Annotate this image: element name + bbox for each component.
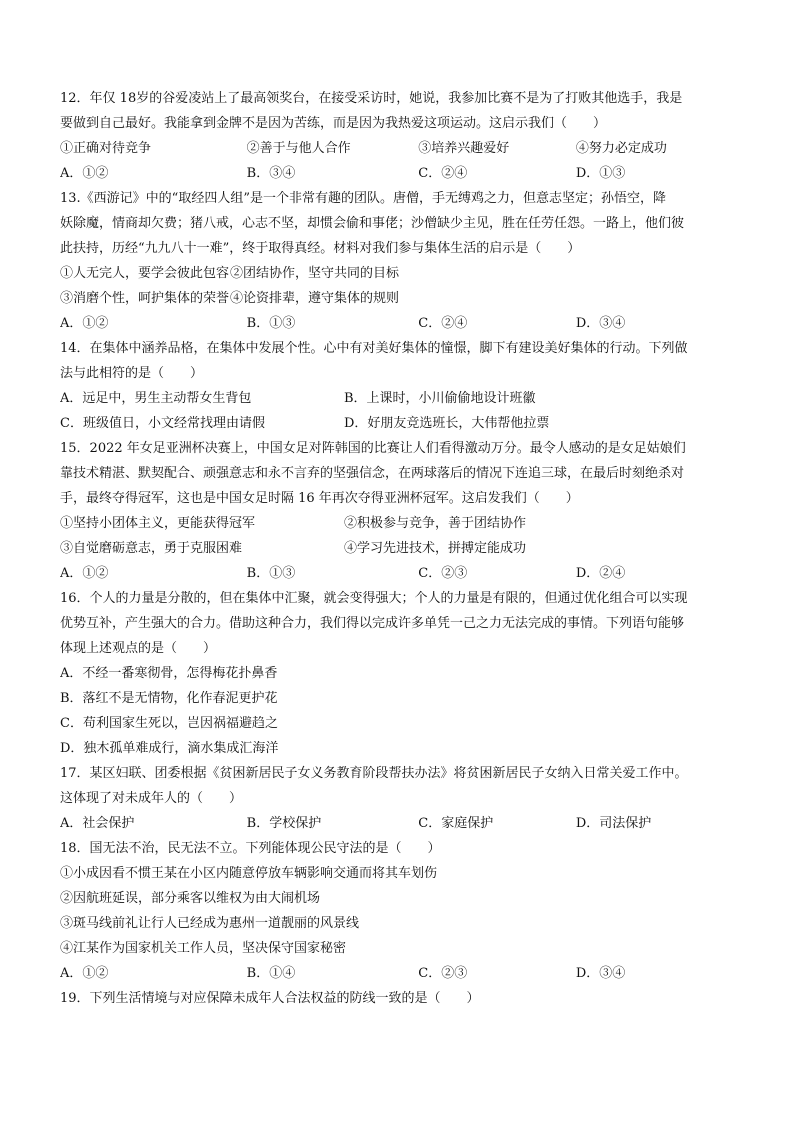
statement-item: ①正确对待竞争 — [60, 141, 152, 156]
statement-item: ②积极参与竞争，善于团结协作 — [344, 516, 527, 531]
question-13 — [60, 186, 740, 336]
choice-a: A．不经一番寒彻骨，怎得梅花扑鼻香 — [60, 666, 278, 681]
choice-b: B．③④ — [246, 166, 296, 181]
statement-row — [60, 136, 740, 161]
choice-c: C．苟利国家生死以，岂因祸福避趋之 — [60, 716, 278, 731]
question-stem: 妖除魔，情商却欠费；猪八戒，心志不坚，却惯会偷和事佬；沙僧缺少主见，胜在任劳任怨。一路上，他们彼 — [60, 216, 685, 231]
choice-d: D．③④ — [575, 316, 626, 331]
choice-b: B．学校保护 — [246, 816, 322, 831]
statement-item: ②善于与他人合作 — [246, 141, 351, 156]
question-15 — [60, 436, 740, 586]
question-stem: 18．国无法不治，民无法不立。下列能体现公民守法的是（ ） — [60, 841, 441, 856]
choice-a: A．社会保护 — [60, 816, 135, 831]
question-17 — [60, 761, 740, 836]
question-stem: 13.《西游记》中的“取经四人组”是一个非常有趣的团队。唐僧，手无缚鸡之力，但意志坚定；孙悟空，降 — [60, 191, 666, 206]
statement-item: ①小成因看不惯王某在小区内随意停放车辆影响交通而将其车划伤 — [60, 866, 438, 881]
choice-c: C．②③ — [418, 966, 468, 981]
question-16 — [60, 586, 740, 761]
question-stem: 体现上述观点的是（ ） — [60, 641, 217, 656]
statement-item: ②因航班延误，部分乘客以维权为由大闹机场 — [60, 891, 321, 906]
choice-c: C．②④ — [418, 316, 468, 331]
question-stem: 19．下列生活情境与对应保障未成年人合法权益的防线一致的是（ ） — [60, 991, 480, 1006]
choice-c: C．班级值日，小文经常找理由请假 — [60, 416, 265, 431]
choice-a: A．①② — [60, 166, 109, 181]
choice-d: D．好朋友竞选班长，大伟帮他拉票 — [344, 416, 550, 431]
question-list — [60, 86, 740, 1011]
question-stem: 手，最终夺得冠军，这也是中国女足时隔 16 年再次夺得亚洲杯冠军。这启发我们（ ） — [60, 491, 579, 506]
question-stem: 12．年仅 18岁的谷爱凌站上了最高领奖台，在接受采访时，她说，我参加比赛不是为了打败其他选手，我是 — [60, 91, 683, 106]
choice-b: B．①④ — [246, 966, 296, 981]
choice-row — [60, 961, 740, 986]
choice-d: D．①③ — [575, 166, 626, 181]
question-stem: 优势互补，产生强大的合力。借助这种合力，我们得以完成许多单凭一己之力无法完成的事情。下列语句能够 — [60, 616, 685, 631]
choice-b: B．上课时，小川偷偷地设计班徽 — [344, 391, 536, 406]
choice-row — [60, 311, 740, 336]
choice-d: D．独木孤单难成行，滴水集成汇海洋 — [60, 741, 279, 756]
statement-item: ④学习先进技术，拼搏定能成功 — [344, 541, 527, 556]
statement-row — [60, 536, 740, 561]
choice-a: A．①② — [60, 966, 109, 981]
choice-a: A．远足中，男生主动帮女生背包 — [60, 391, 252, 406]
statement-row — [60, 511, 740, 536]
statement-item: ①坚持小团体主义，更能获得冠军 — [60, 516, 256, 531]
statement-item: ③斑马线前礼让行人已经成为惠州一道靓丽的风景线 — [60, 916, 360, 931]
statement-item: ③自觉磨砺意志，勇于克服困难 — [60, 541, 243, 556]
question-14 — [60, 336, 740, 436]
question-stem: 法与此相符的是（ ） — [60, 366, 204, 381]
statement-item: ④论资排辈，遵守集体的规则 — [230, 291, 400, 306]
question-stem: 15．2022 年女足亚洲杯决赛上，中国女足对阵韩国的比赛让人们看得激动万分。最令人感动的是女足姑娘们 — [60, 441, 686, 456]
choice-d: D．③④ — [575, 966, 626, 981]
choice-d: D．司法保护 — [575, 816, 652, 831]
question-12 — [60, 86, 740, 186]
choice-row — [60, 386, 740, 411]
choice-a: A．①② — [60, 316, 109, 331]
statement-item: ③消磨个性，呵护集体的荣誉 — [60, 291, 230, 306]
statement-row — [60, 261, 740, 286]
statement-item: ③培养兴趣爱好 — [418, 141, 510, 156]
choice-row — [60, 411, 740, 436]
statement-item: ②团结协作，坚守共同的目标 — [230, 266, 400, 281]
question-stem: 这体现了对未成年人的（ ） — [60, 791, 243, 806]
choice-d: D．②④ — [575, 566, 626, 581]
statement-item: ④江某作为国家机关工作人员，坚决保守国家秘密 — [60, 941, 347, 956]
question-stem: 17．某区妇联、团委根据《贫困新居民子女义务教育阶段帮扶办法》将贫困新居民子女纳入日常关爱工作中。 — [60, 766, 688, 781]
choice-c: C．②③ — [418, 566, 468, 581]
statement-row — [60, 286, 740, 311]
question-19 — [60, 986, 740, 1011]
choice-c: C．家庭保护 — [418, 816, 494, 831]
choice-row — [60, 811, 740, 836]
question-stem: 此扶持，历经“九九八十一难”，终于取得真经。材料对我们参与集体生活的启示是（ ） — [60, 241, 581, 256]
question-stem: 靠技术精湛、默契配合、顽强意志和永不言弃的坚强信念，在两球落后的情况下连追三球，在最后时刻绝杀对 — [60, 466, 685, 481]
choice-row — [60, 561, 740, 586]
question-18 — [60, 836, 740, 986]
statement-item: ④努力必定成功 — [575, 141, 667, 156]
statement-item: ①人无完人，要学会彼此包容 — [60, 266, 230, 281]
choice-b: B．落红不是无情物，化作春泥更护花 — [60, 691, 278, 706]
choice-c: C．②④ — [418, 166, 468, 181]
question-stem: 14．在集体中涵养品格，在集体中发展个性。心中有对美好集体的憧憬，脚下有建设美好集体的行动。下列做 — [60, 341, 688, 356]
question-stem: 要做到自己最好。我能拿到金牌不是因为苦练，而是因为我热爱这项运动。这启示我们（ ） — [60, 116, 607, 131]
choice-row — [60, 161, 740, 186]
choice-b: B．①③ — [246, 566, 296, 581]
choice-b: B．①③ — [246, 316, 296, 331]
choice-a: A．①② — [60, 566, 109, 581]
question-stem: 16．个人的力量是分散的，但在集体中汇聚，就会变得强大；个人的力量是有限的，但通过优化组合可以实现 — [60, 591, 688, 606]
